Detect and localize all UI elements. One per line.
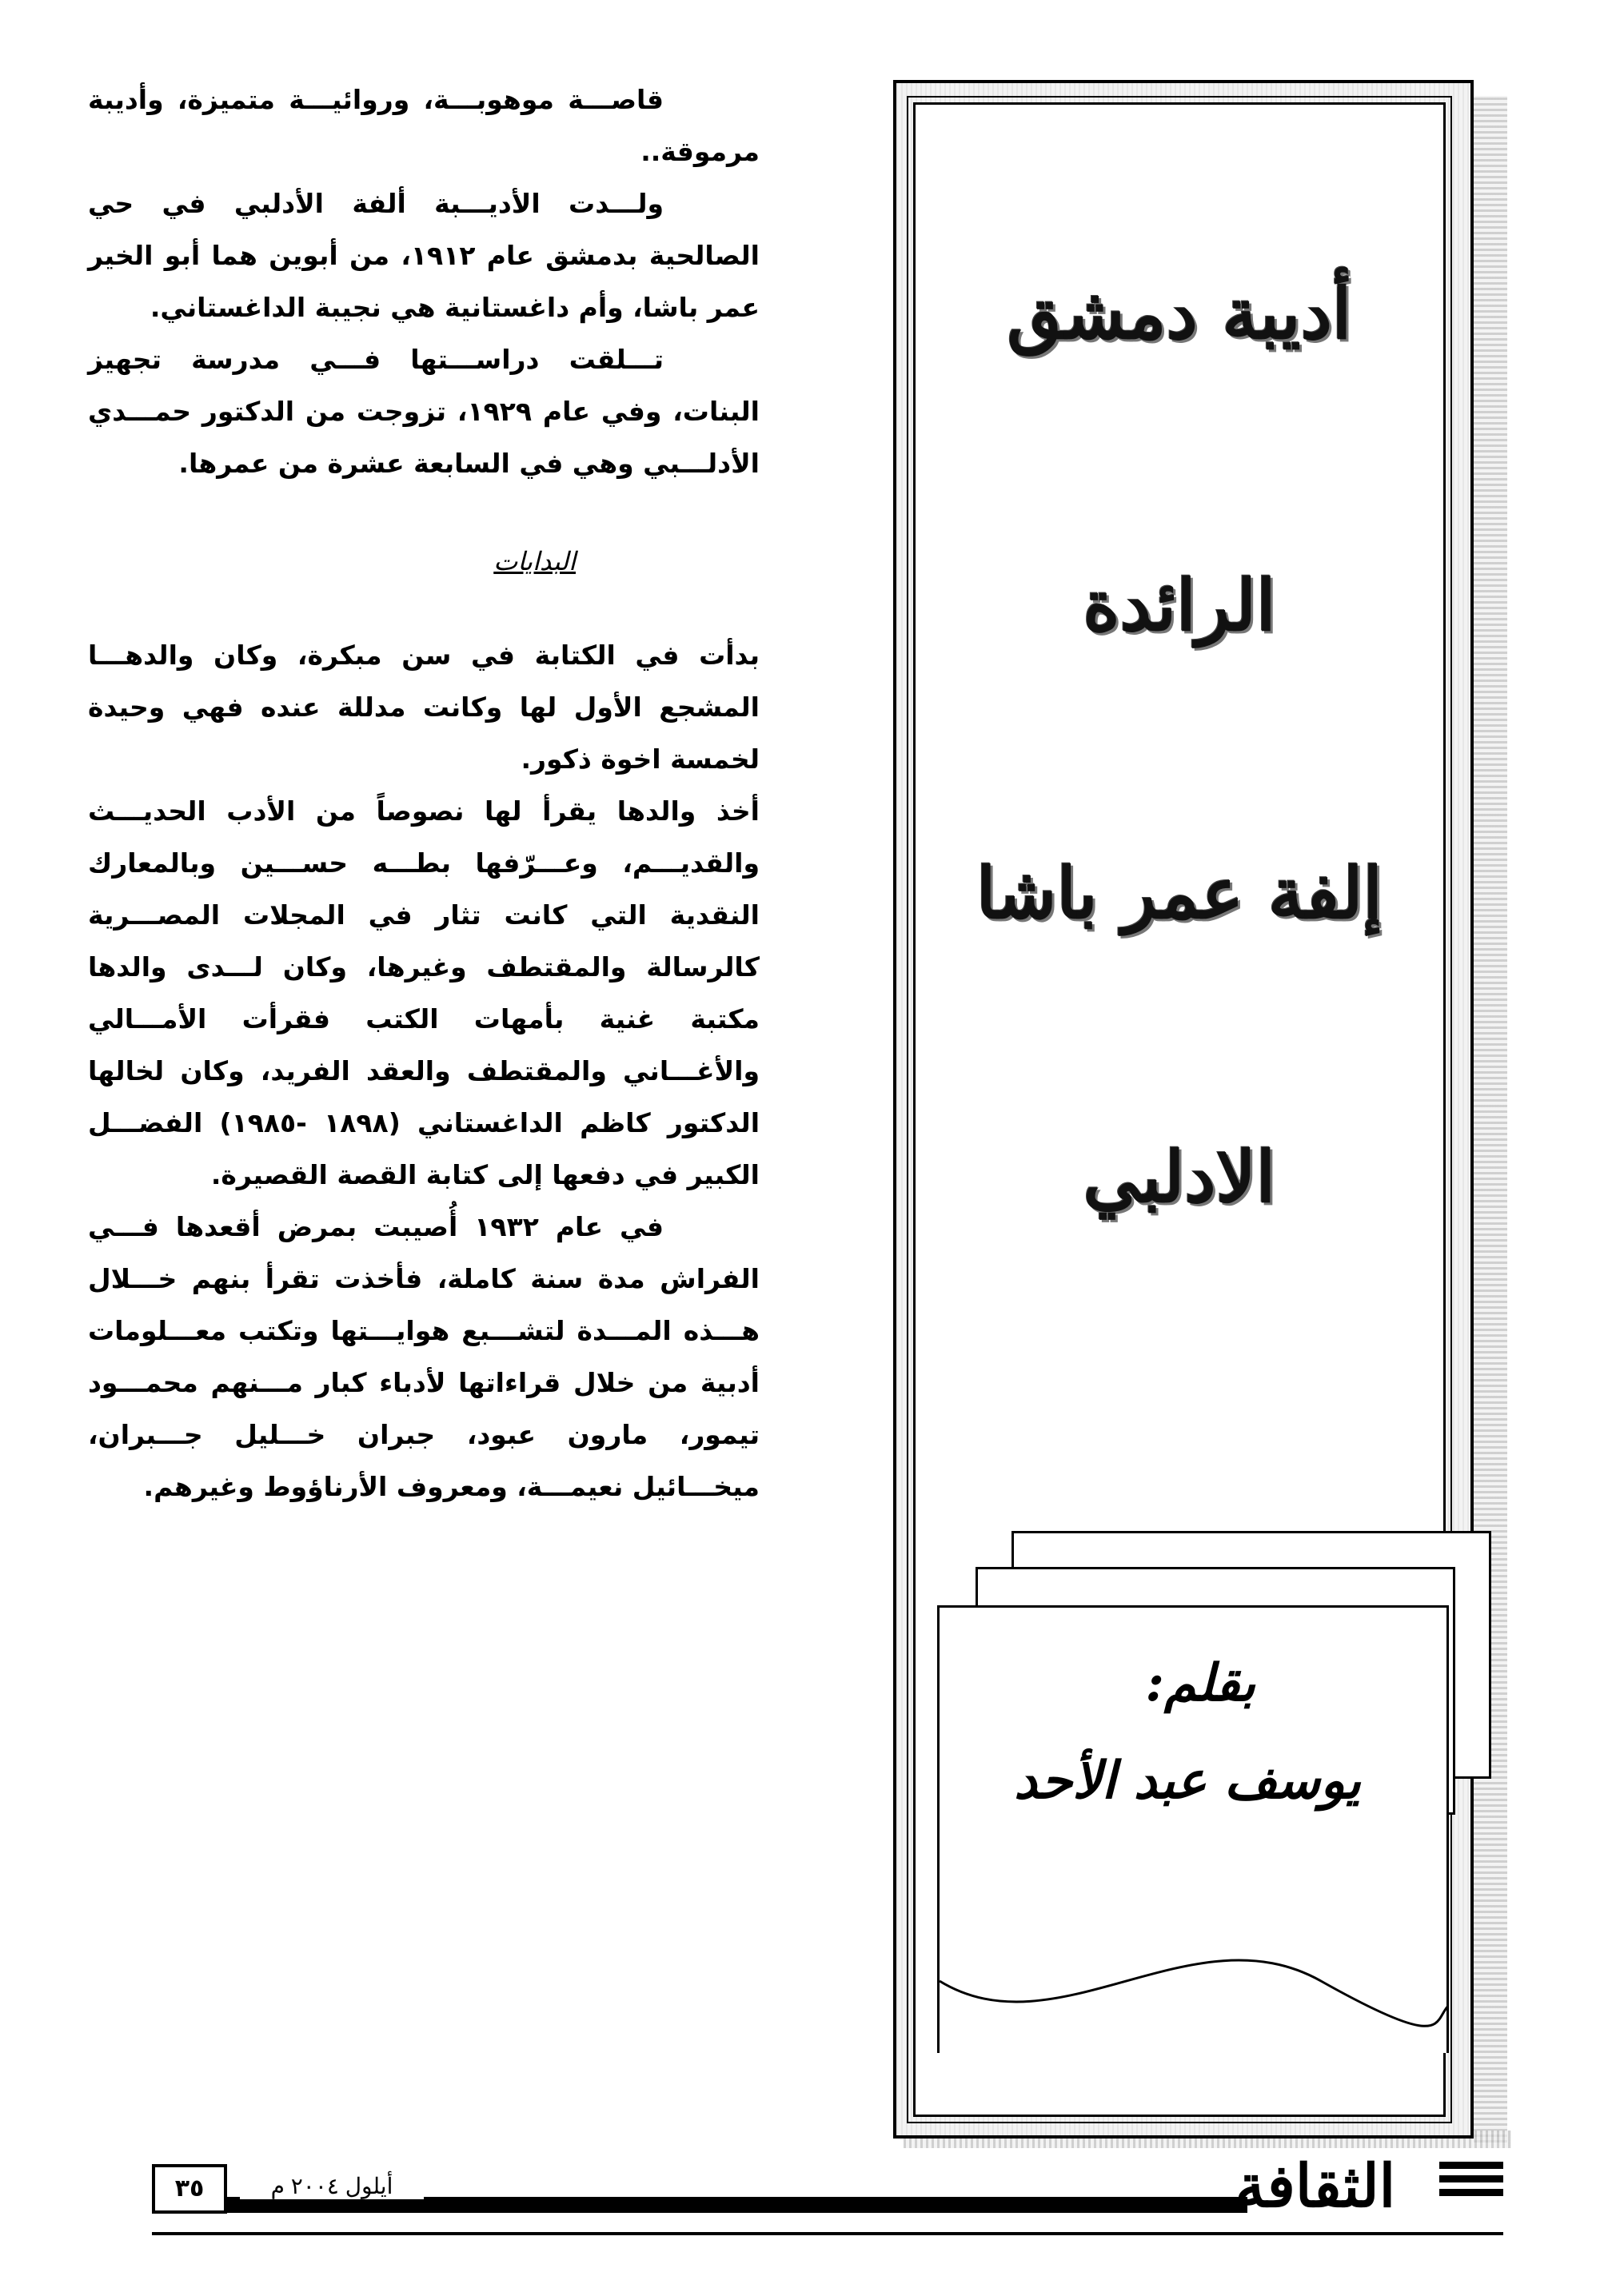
- article-paragraph-education: تـــلقت دراســـتها فـــي مدرسة تجهيز البنات، وفي عام ١٩٢٩، تزوجت من الدكتور حمـــدي الأدلـــبي وهي في السابعة عشرة من عمرها.: [88, 344, 760, 479]
- page-number: ٣٥: [152, 2164, 227, 2214]
- article-paragraph-birth: ولـــدت الأديـــبة ألفة الأدلبي في حي الصالحية بدمشق عام ١٩١٢، من أبوين هما أبو الخير عمر باشا، وأم داغستانية هي نجيبة الداغستاني.: [88, 188, 760, 323]
- article-paragraph-beginnings: بدأت في الكتابة في سن مبكرة، وكان والدهـــا المشجع الأول لها وكانت مدللة عنده فهي وحيدة لخمسة اخوة ذكور.: [88, 640, 760, 775]
- article-intro: قاصـــة موهوبـــة، وروائيـــة متميزة، وأديبة مرموقة..: [88, 84, 760, 167]
- article-column: [88, 74, 760, 1513]
- magazine-logo: الثقافة: [1235, 2152, 1396, 2221]
- footer-underline: [152, 2232, 1503, 2235]
- title-line-2: الرائدة: [1083, 564, 1276, 647]
- author-name: يوسف عبد الأحد: [1014, 1751, 1361, 1811]
- byline-label: بقلم:: [1145, 1653, 1255, 1713]
- brand-bars-icon: [1439, 2162, 1503, 2210]
- section-heading: البدايات: [493, 546, 576, 576]
- title-line-1: أديبة دمشق: [1007, 272, 1352, 355]
- title-line-4: الادلبي: [1083, 1135, 1276, 1218]
- title-line-3: إلفة عمر باشا: [976, 851, 1383, 935]
- panel-shadow-right: [1474, 96, 1507, 2143]
- article-paragraph-reading: أخذ والدها يقرأ لها نصوصاً من الأدب الحديـــث والقديـــم، وعـــرّفها بطـــه حســـين وبالمعارك النقدية التي كانت تثار في المجلات المصـــرية كالرسالة والمقتطف وغيرها، وكان لـــدى والدها مكتبة غنية بأمهات الكتب فقرأت الأمـــالي والأغـــاني والمقتطف والعقد الفريد، وكان لخالها الدكتور كاظم الداغستاني (١٨٩٨ -١٩٨٥) الفضـــل الكبير في دفعها إلى كتابة القصة القصيرة.: [88, 795, 760, 1190]
- footer-rule: [152, 2197, 1247, 2213]
- issue-date: أيلول ٢٠٠٤ م: [240, 2173, 424, 2199]
- article-paragraph-illness: في عام ١٩٣٢ أُصيبت بمرض أقعدها فـــي الفراش مدة سنة كاملة، فأخذت تقرأ بنهم خـــلال هـــذه المـــدة لتشـــبع هوايـــتها وتكتب معـــلومات أدبية من خلال قراءاتها لأدباء كبار مـــنهم محمـــود تيمور، مارون عبود، جبران خـــليل جـــبران، ميخـــائيل نعيمـــة، ومعروف الأرناؤوط وغيرهم.: [88, 1211, 760, 1502]
